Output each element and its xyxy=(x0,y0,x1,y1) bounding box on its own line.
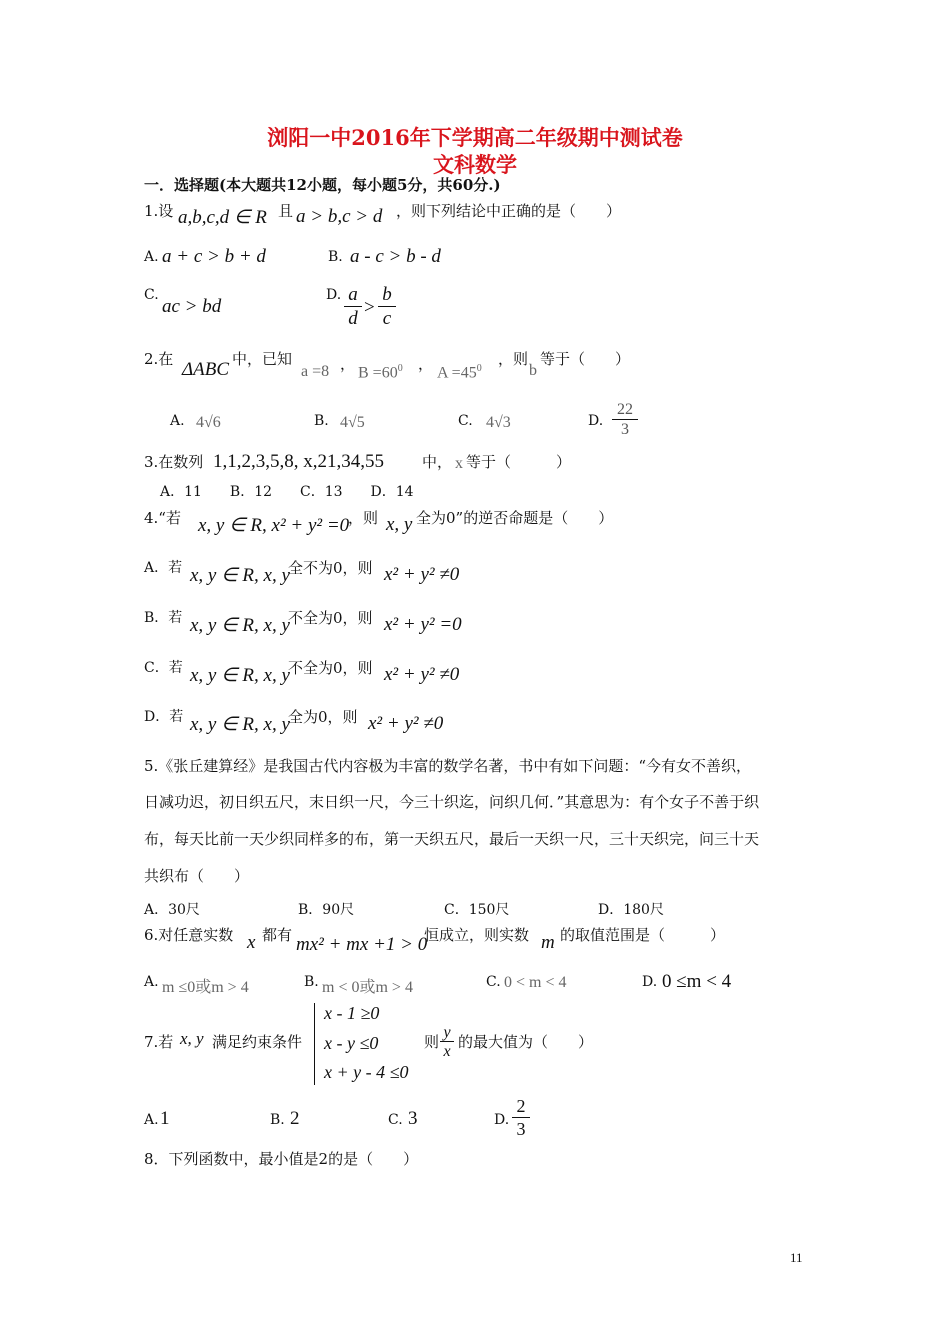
option-label: C. xyxy=(144,287,159,303)
option-a-value: m ≤0或m > 4 xyxy=(162,979,249,996)
option-text: 全不为0，则 xyxy=(288,559,373,577)
math-expression: x, y ∈ R, x, y xyxy=(190,714,290,735)
option-c-value: 4√3 xyxy=(486,414,511,431)
option-b-value: 4√5 xyxy=(340,414,365,431)
punctuation: ， xyxy=(418,355,434,373)
punctuation: ， xyxy=(340,355,356,373)
question-text-line: 日减功迟，初日织五尺，末日织一尺，今三十织迄，问织几何．”其意思为：有个女子不善于织 xyxy=(144,793,760,811)
question-text: 全为0”的逆否命题是（ ） xyxy=(416,509,614,527)
math-variable: b xyxy=(529,362,537,379)
question-text: 中， xyxy=(422,453,453,471)
math-variable: x xyxy=(247,932,256,953)
option-a-value: 4√6 xyxy=(196,414,221,431)
question-text: 则 xyxy=(424,1033,440,1051)
question-text-line: 5.《张丘建算经》是我国古代内容极为丰富的数学名著，书中有如下问题：“今有女不善织， xyxy=(144,757,751,775)
section-heading: 一．选择题(本大题共12小题，每小题5分，共60分.) xyxy=(144,176,501,194)
option-label: A．若 xyxy=(144,560,183,576)
math-variable: x, y xyxy=(180,1029,204,1048)
option-label: B. xyxy=(314,413,329,429)
option-label: A. xyxy=(170,413,185,429)
option-a-value: 1 xyxy=(160,1108,170,1129)
options-row: A．11 B．12 C．13 D．14 xyxy=(160,484,414,500)
question-text: 4.“若 xyxy=(144,509,181,527)
option-label: A. xyxy=(144,249,159,265)
option-d-fraction: $\frac{22}{3}$ xyxy=(612,400,638,440)
question-text: 3.在数列 xyxy=(144,453,204,471)
option-text: 不全为0，则 xyxy=(288,609,373,627)
math-expression: x, y ∈ R, x, y xyxy=(190,565,290,586)
objective-fraction: $\frac{y}{x}$ xyxy=(440,1024,454,1062)
option-label: C. xyxy=(458,413,473,429)
option-c-value: 3 xyxy=(408,1108,418,1129)
question-text-line: 共织布（ ） xyxy=(144,867,250,885)
math-expression: $A =45^0$ xyxy=(437,363,482,382)
math-expression: a =8 xyxy=(301,363,330,380)
option-label: C. xyxy=(486,974,501,990)
option-c-value: 0 < m < 4 xyxy=(504,974,567,991)
option-d-fraction: $\frac{2}{3}$ xyxy=(512,1096,530,1141)
question-text: 等于（ ） xyxy=(466,453,572,471)
option-label: B. xyxy=(270,1112,285,1128)
question-text: 6.对任意实数 xyxy=(144,926,234,944)
option-d: D．180尺 xyxy=(598,902,664,918)
page-number: 11 xyxy=(790,1250,803,1265)
page-subtitle: 文科数学 xyxy=(433,152,517,177)
math-expression: ΔABC xyxy=(182,359,230,380)
option-label: D. xyxy=(494,1112,510,1128)
constraint-brace xyxy=(314,1003,323,1085)
math-variable: x xyxy=(455,455,463,472)
option-label: A. xyxy=(144,1112,159,1128)
question-text: 的最大值为（ ） xyxy=(458,1033,594,1051)
option-c-expression: ac > bd xyxy=(162,296,222,317)
math-expression: x² + y² =0 xyxy=(384,614,462,635)
option-b-value: m < 0或m > 4 xyxy=(322,979,413,996)
math-expression: x² + y² ≠0 xyxy=(384,664,460,685)
question-text: ，则下列结论中正确的是（ ） xyxy=(396,202,622,220)
question-text: 恒成立，则实数 xyxy=(424,926,530,944)
option-label: B. xyxy=(304,974,319,990)
question-text: 7.若 xyxy=(144,1033,174,1051)
math-variable: m xyxy=(541,932,555,953)
option-label: B．若 xyxy=(144,610,183,626)
math-expression: a > b,c > d xyxy=(296,206,383,227)
option-b-value: 2 xyxy=(290,1108,300,1129)
option-label: D．若 xyxy=(144,709,184,725)
question-text: 2.在 xyxy=(144,350,174,368)
option-d-fraction: $\frac{b}{c}$ xyxy=(378,284,396,331)
option-a: A．30尺 xyxy=(144,902,200,918)
question-text: 等于（ ） xyxy=(540,350,631,368)
math-expression: x² + y² ≠0 xyxy=(368,713,444,734)
math-expression: x, y ∈ R, x² + y² =0 xyxy=(198,515,350,536)
question-text: 且 xyxy=(278,202,294,220)
math-variable: x, y xyxy=(386,514,413,535)
constraint-3: x + y - 4 ≤0 xyxy=(324,1062,409,1082)
option-label: D. xyxy=(588,413,604,429)
option-a-expression: a + c > b + d xyxy=(162,246,266,267)
option-label: B. xyxy=(328,249,343,265)
option-d-value: 0 ≤m < 4 xyxy=(662,971,732,992)
question-text-line: 布，每天比前一天少织同样多的布，第一天织五尺，最后一天织一尺，三十天织完，问三十天 xyxy=(144,830,760,848)
option-text: 不全为0，则 xyxy=(288,659,373,677)
math-expression: a,b,c,d ∈ R xyxy=(178,207,267,228)
math-expression: mx² + mx +1 > 0 xyxy=(296,934,428,955)
option-b: B．90尺 xyxy=(298,902,355,918)
option-label: C. xyxy=(388,1112,403,1128)
question-text: 1.设 xyxy=(144,202,174,220)
question-8: 8．下列函数中，最小值是2的是（ ） xyxy=(144,1150,419,1168)
option-c: C．150尺 xyxy=(444,902,510,918)
page-title: 浏阳一中2016年下学期高二年级期中测试卷 xyxy=(267,125,683,150)
question-text: 满足约束条件 xyxy=(212,1033,303,1051)
question-text: 都有 xyxy=(262,926,293,944)
question-text: ，则 xyxy=(498,350,529,368)
math-expression: x, y ∈ R, x, y xyxy=(190,665,290,686)
option-text: 全为0，则 xyxy=(288,708,358,726)
math-expression: $B =60^0$ xyxy=(358,363,403,382)
option-label: D. xyxy=(642,974,658,990)
option-d-fraction: $\frac{a}{d}$ xyxy=(344,284,362,331)
constraint-1: x - 1 ≥0 xyxy=(324,1003,380,1023)
option-b-expression: a - c > b - d xyxy=(350,246,441,267)
math-expression: x, y ∈ R, x, y xyxy=(190,615,290,636)
question-text: 中，已知 xyxy=(232,350,293,368)
math-sequence: 1,1,2,3,5,8, x,21,34,55 xyxy=(213,451,384,472)
math-expression: x² + y² ≠0 xyxy=(384,564,460,585)
option-label: D. xyxy=(326,287,342,303)
question-text: 的取值范围是（ ） xyxy=(560,926,726,944)
option-label: C．若 xyxy=(144,660,183,676)
question-text: ，则 xyxy=(348,509,379,527)
math-operator: > xyxy=(364,297,375,318)
option-label: A. xyxy=(144,974,159,990)
constraint-2: x - y ≤0 xyxy=(324,1033,379,1053)
